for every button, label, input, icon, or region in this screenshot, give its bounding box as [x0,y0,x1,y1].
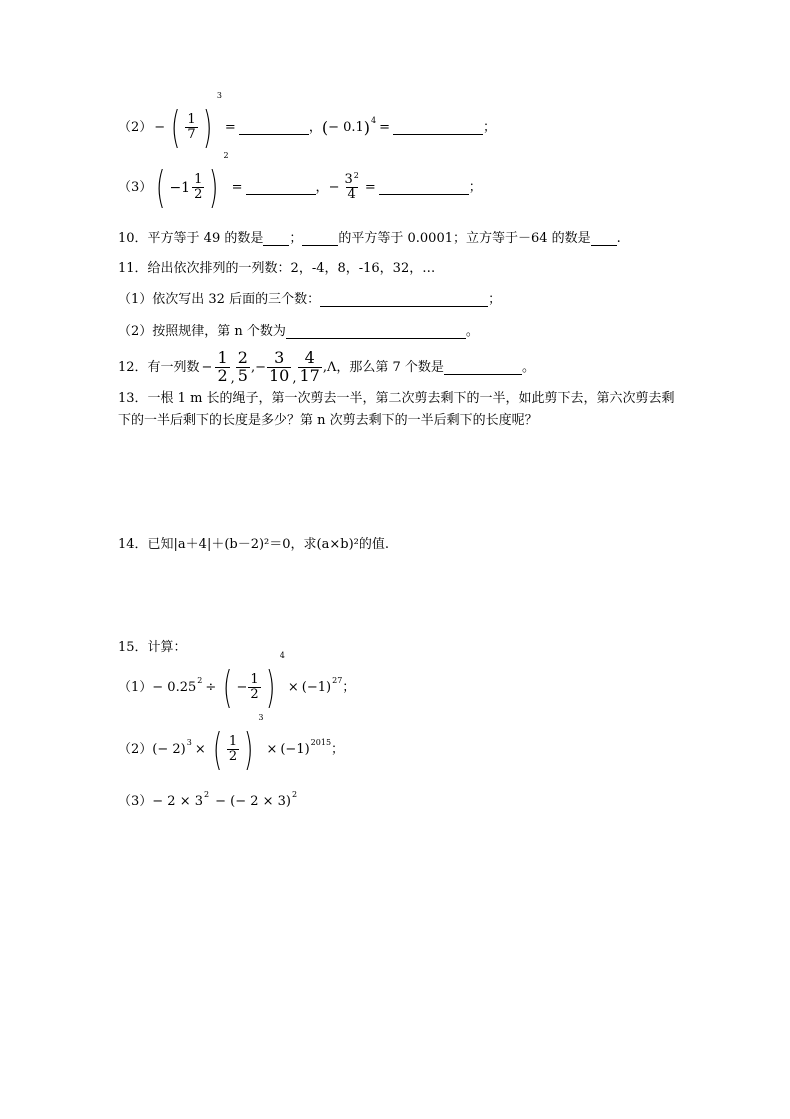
exponent: 27 [332,675,343,685]
term: (− 2) [152,742,186,758]
denominator: 2 [250,687,259,703]
fraction [248,673,260,701]
question-14 [118,538,389,551]
answer-blank[interactable] [286,324,466,339]
denominator: 2 [217,365,228,385]
q10-text-c: 的平方等于 0.0001；立方等于－64 的数是 [338,231,591,246]
numerator: 1 [250,672,259,688]
question-11-title [118,262,435,275]
separator: , [230,370,235,386]
question-12 [118,350,535,385]
fraction [215,350,229,385]
comma: ， [315,180,329,196]
answer-blank[interactable] [239,120,309,135]
minus: − [236,680,248,696]
semicolon: ； [342,680,356,696]
term: − 2 × 3 [152,794,204,809]
q10-text-b: ； [289,231,303,246]
times-sign: × [287,680,299,696]
right-paren: ) [265,662,275,713]
q12-end: 。 [521,359,535,375]
q9-part2 [118,91,497,153]
exponent: 2 [223,151,229,160]
exponent: 3 [186,737,192,747]
question-15-part2 [118,713,345,775]
left-paren: ( [212,724,223,775]
comma: ， [308,120,322,136]
semicolon: ； [331,742,345,758]
question-15-title [118,641,187,654]
question-15-part3 [118,789,298,809]
q9-p2-minus: − [154,120,166,136]
numerator: 4 [304,348,315,367]
denominator: 4 [347,187,356,203]
exponent: 2 [197,675,203,685]
semicolon: ； [483,120,497,136]
equals: = [379,120,391,136]
fraction [192,173,204,201]
base: − 0.1 [328,120,364,136]
left-paren: ( [156,162,166,213]
denominator: 7 [187,127,196,143]
q11-p2-text: （2）按照规律，第 n 个数为 [118,324,286,339]
minus: − [328,180,340,196]
mixed-number [169,173,205,201]
term: − 0.25 [152,680,197,696]
answer-blank[interactable] [379,180,469,195]
exponent: 4 [279,651,285,660]
q11-p1-end: ； [488,292,502,307]
numerator: 1 [217,348,228,367]
question-11-part2 [118,324,479,339]
exponent: 3 [258,713,264,722]
numerator [342,173,360,187]
denominator: 2 [228,749,238,765]
numerator: 1 [187,112,196,128]
numerator: 2 [237,348,248,367]
term: (−1) [280,742,310,758]
answer-blank[interactable] [320,292,488,307]
q10-text-d: . [616,231,621,246]
q9-p2-prefix: （2） [118,120,153,136]
q9-part3 [118,151,482,213]
denominator: 17 [299,365,320,385]
q12-text-b: ，那么第 7 个数是 [336,359,444,375]
exponent: 2 [292,789,298,799]
fraction [185,113,197,141]
question-15-part1 [118,651,356,713]
numerator: 1 [194,172,203,188]
answer-blank[interactable] [246,180,316,195]
right-paren: ) [202,102,212,153]
numerator: 3 [274,348,285,367]
question-13: 13．一根 1 m 长的绳子，第一次剪去一半，第二次剪去剩下的一半，如此剪下去，第六次剪去剩下的一半后剩下的长度是多少？第 n 次剪去剩下的一半后剩下的长度呢？ [118,391,675,428]
right-paren: ) [244,724,254,775]
exponent: 2 [204,789,210,799]
q11-p2-end: 。 [465,324,479,339]
q15-p3-prefix: （3） [118,794,153,809]
paren: ( [321,117,329,137]
fraction [298,350,322,385]
answer-blank[interactable] [302,231,338,246]
semicolon: ； [468,180,482,196]
fraction [236,350,250,385]
exponent: 3 [216,91,222,100]
numerator: 1 [228,734,238,750]
separator: ,− [250,359,266,375]
q11-title: 11．给出依次排列的一列数：2，-4，8，-16，32，… [118,261,436,276]
term: − (− 2 × 3) [215,794,292,809]
left-paren: ( [223,662,233,713]
right-paren: ) [209,162,219,213]
equals: = [231,180,243,196]
numerator-base: 3 [344,172,353,188]
answer-blank[interactable] [444,360,522,375]
question-11-part1 [118,292,501,307]
equals: = [364,180,376,196]
fraction [342,173,360,201]
paren: ) [363,117,371,137]
exponent: 2015 [310,737,332,747]
denominator: 5 [237,365,248,385]
q11-p1-text: （1）依次写出 32 后面的三个数： [118,292,321,307]
fraction [267,350,291,385]
times-sign: × [194,742,206,758]
minus: − [201,359,213,375]
separator: , [292,370,297,386]
ellipsis-symbol: ,Λ [322,359,337,375]
q10-text-a: 10．平方等于 49 的数是 [118,231,264,246]
whole-part: −1 [169,179,191,196]
answer-blank[interactable] [591,231,617,246]
denominator: 10 [269,365,290,385]
q15-title: 15．计算： [118,640,187,655]
fraction [227,735,239,763]
exponent: 4 [371,115,377,125]
question-10 [118,231,621,246]
term: (−1) [301,680,332,696]
q15-p1-prefix: （1） [118,680,153,696]
left-paren: ( [171,102,181,153]
answer-blank[interactable] [263,231,289,246]
q15-p2-prefix: （2） [118,742,153,758]
answer-blank[interactable] [393,120,483,135]
divide-sign: ÷ [205,680,217,696]
denominator: 2 [194,187,203,203]
q9-p3-prefix: （3） [118,180,153,196]
equals: = [224,120,236,136]
q14-text: 14．已知|a＋4|＋(b－2)²＝0，求(a×b)²的值. [118,537,389,552]
times-sign: × [266,742,278,758]
exponent: 2 [353,171,359,181]
q12-text-a: 12．有一列数 [118,359,200,375]
